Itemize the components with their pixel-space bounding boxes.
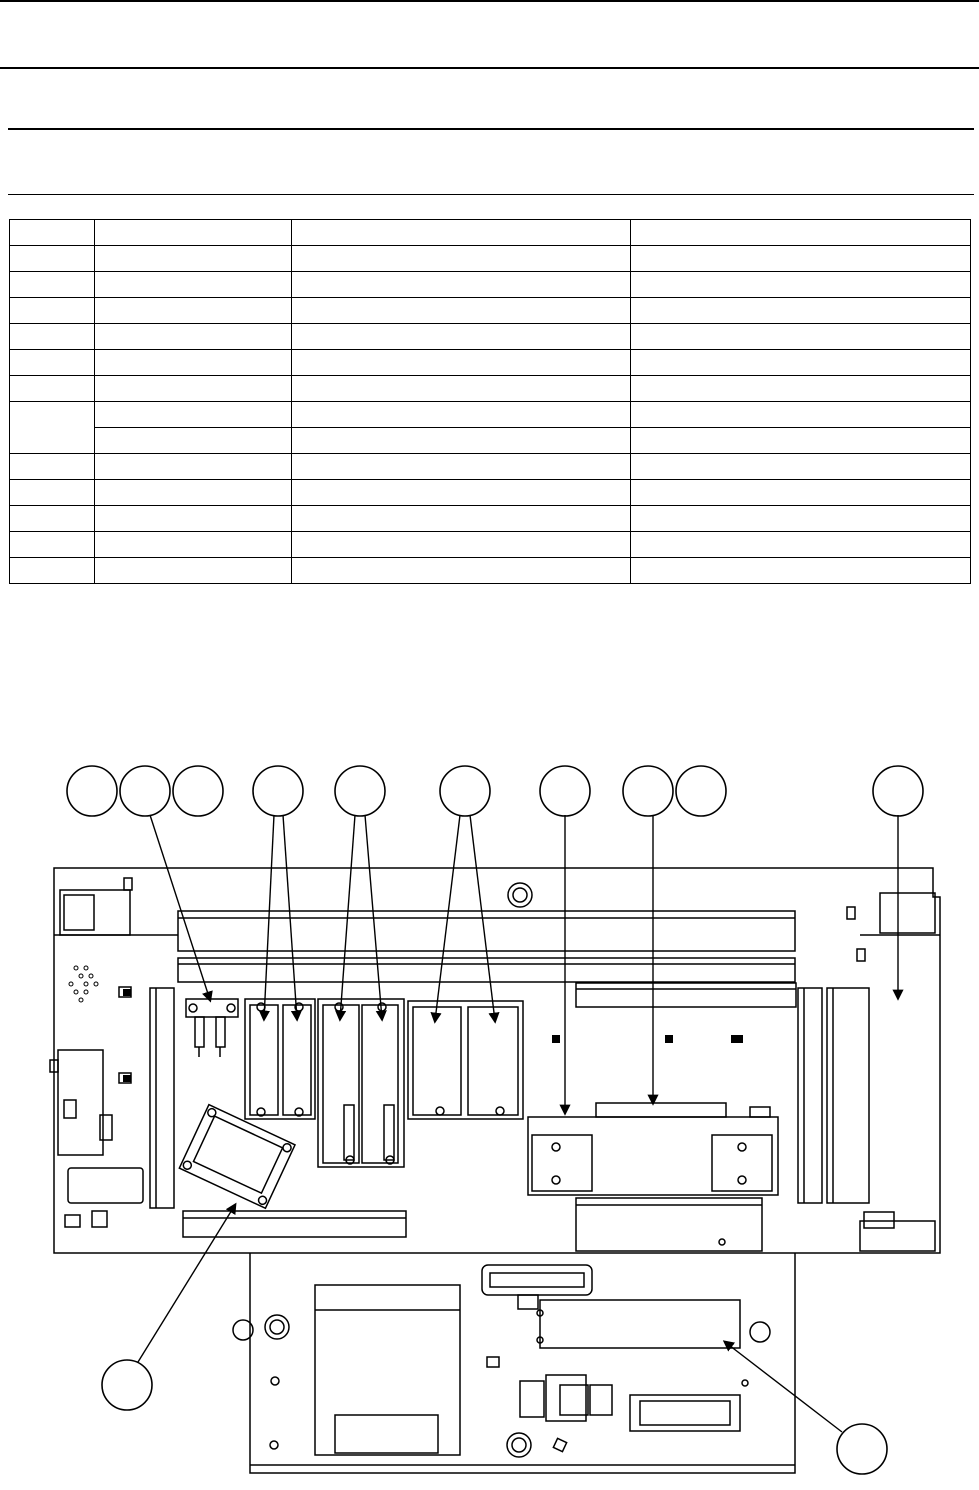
relay-group-b [318, 999, 404, 1167]
table-cell [10, 376, 95, 402]
table-row [10, 350, 971, 376]
table-cell [10, 298, 95, 324]
table-cell [292, 402, 631, 428]
table-header-row [10, 220, 971, 246]
parts-table [9, 219, 971, 584]
table-cell [95, 558, 292, 584]
leader-line [725, 1342, 842, 1432]
table-cell [95, 402, 292, 428]
table-cell [631, 558, 971, 584]
table-cell [292, 506, 631, 532]
table-cell [95, 376, 292, 402]
table-cell [95, 454, 292, 480]
leader-line [283, 815, 297, 1019]
callout-circle [623, 766, 673, 816]
column-header [95, 220, 292, 246]
callout-circle [253, 766, 303, 816]
table-cell [631, 324, 971, 350]
table-cell [292, 454, 631, 480]
table-cell [292, 324, 631, 350]
table-cell [631, 272, 971, 298]
callout-circle [540, 766, 590, 816]
central-block [528, 1103, 778, 1195]
table-cell [631, 428, 971, 454]
header-rule-3 [8, 194, 974, 195]
table-cell [95, 480, 292, 506]
table-cell [292, 350, 631, 376]
callout-circle [120, 766, 170, 816]
table-cell [631, 298, 971, 324]
column-header [631, 220, 971, 246]
table-cell [10, 246, 95, 272]
header-rule-2 [8, 128, 974, 130]
table-cell [631, 506, 971, 532]
table-cell [95, 532, 292, 558]
table-row [10, 402, 971, 428]
leader-line [365, 815, 382, 1019]
table-cell [631, 350, 971, 376]
lower-terminal-block [576, 1198, 762, 1251]
vertical-strips [150, 988, 869, 1208]
table-row [10, 246, 971, 272]
table-row [10, 324, 971, 350]
table-row [10, 428, 971, 454]
leader-line [264, 815, 274, 1019]
table-row [10, 298, 971, 324]
callout-circle [837, 1424, 887, 1474]
callout-circle [873, 766, 923, 816]
table-cell [95, 324, 292, 350]
header-top-rule [0, 0, 979, 2]
table-cell [95, 428, 292, 454]
table-cell [95, 298, 292, 324]
chassis-lower [233, 1253, 795, 1473]
table-cell [292, 272, 631, 298]
table-cell [95, 246, 292, 272]
table-cell [292, 298, 631, 324]
relay-group-a [245, 999, 315, 1119]
table-row [10, 376, 971, 402]
table-cell [95, 272, 292, 298]
table-cell [10, 558, 95, 584]
table-cell [292, 558, 631, 584]
fuse-holder [186, 999, 238, 1057]
callout-circle [440, 766, 490, 816]
table-cell [292, 376, 631, 402]
tilted-board [179, 1105, 295, 1209]
bottom-strip [183, 1211, 406, 1237]
table-cell [631, 480, 971, 506]
table-row [10, 558, 971, 584]
table-cell [292, 532, 631, 558]
table-cell [95, 506, 292, 532]
table-cell [631, 376, 971, 402]
table-cell [292, 428, 631, 454]
header-rule-1 [0, 67, 979, 69]
table-cell [10, 324, 95, 350]
table-row [10, 480, 971, 506]
callout-circle [676, 766, 726, 816]
table-row [10, 506, 971, 532]
table-cell [292, 246, 631, 272]
leader-line [340, 815, 355, 1019]
chassis-upper [50, 868, 940, 1253]
table-cell [631, 454, 971, 480]
leader-line [138, 1205, 235, 1362]
table-row [10, 532, 971, 558]
table-cell [10, 454, 95, 480]
table-cell [10, 532, 95, 558]
relay-group-c [408, 1001, 523, 1119]
table-cell [631, 532, 971, 558]
table-cell [10, 480, 95, 506]
callout-circle [173, 766, 223, 816]
table-cell [292, 480, 631, 506]
table-cell [95, 350, 292, 376]
component-layout-diagram [0, 755, 979, 1485]
table-cell [10, 272, 95, 298]
table-row [10, 272, 971, 298]
table-cell [631, 402, 971, 428]
callout-circle [67, 766, 117, 816]
column-header [292, 220, 631, 246]
table-cell [10, 350, 95, 376]
callout-circle [102, 1360, 152, 1410]
table-cell [10, 402, 95, 454]
table-cell [631, 246, 971, 272]
column-header [10, 220, 95, 246]
table-cell [10, 506, 95, 532]
callout-circle [335, 766, 385, 816]
table-row [10, 454, 971, 480]
leader-line [150, 815, 210, 1000]
